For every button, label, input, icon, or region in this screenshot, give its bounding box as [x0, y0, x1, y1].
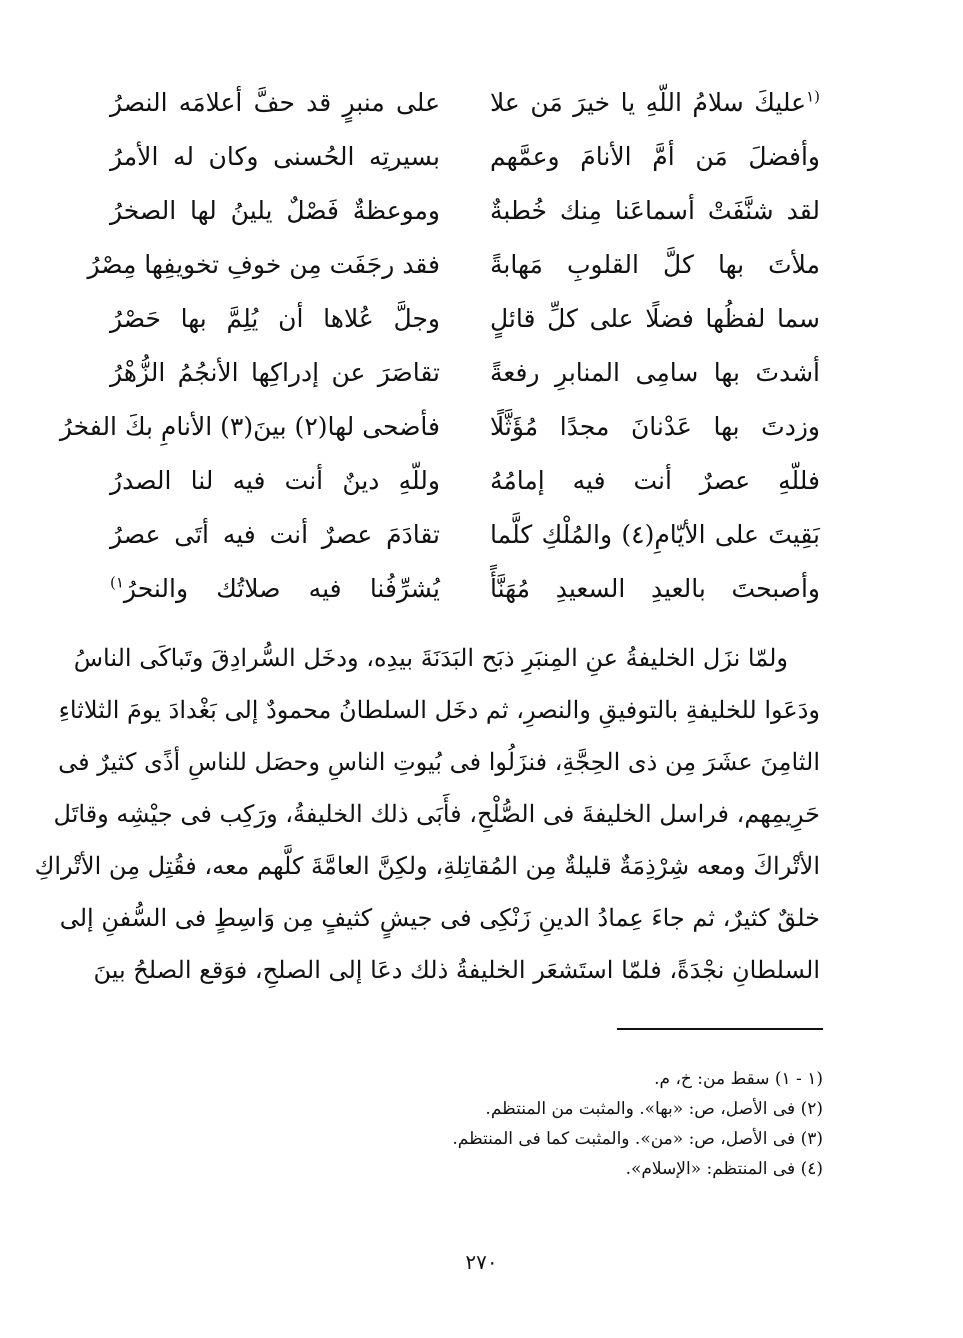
footnotes: [123, 1064, 823, 1184]
prose-line: السلطانِ نجْدَةً، فلمّا استَشعَر الخليفةُ ذلك دعَا إلى الصلحِ، فوَقع الصلحُ بينَ: [93, 956, 820, 984]
verse-first-hemistich: فللّهِ عصرٌ أنت فيه إمامُهُ: [490, 466, 820, 495]
poem-verse: [100, 510, 820, 560]
prose-line: الثامِنَ عشَرَ مِن ذى الحِجَّةِ، فنزَلُوا فى بُيوتِ الناسِ وحصَل للناسِ أذًى كثيرٌ فى: [58, 748, 820, 776]
verse-second-hemistich: وموعظةٌ فَصْلٌ يلينُ لها الصخرُ: [110, 196, 440, 225]
verse-first-hemistich: سما لفظُها فضلًا على كلِّ قائلٍ: [490, 304, 820, 333]
verse-first-hemistich: بَقِيتَ على الأيّامِ(٤) والمُلْكِ كلَّما: [490, 520, 820, 549]
poem-verse: [100, 132, 820, 182]
page-number: ٢٧٠: [465, 1250, 498, 1274]
footnote: (٣) فى الأصل، ص: «من». والمثبت كما فى المنتظم.: [452, 1129, 823, 1149]
verse-second-hemistich: يُشرِّفُنا فيه صلاتُك والنحرُ$^{١)}$: [110, 573, 440, 603]
prose-line: خلقٌ كثيرٌ، ثم جاءَ عِمادُ الدينِ زَنْكِى فى جيشٍ كثيفٍ مِن وَاسِطٍ فى السُّفنِ إلى: [59, 904, 820, 932]
footnote: (٢) فى الأصل، ص: «بها». والمثبت من المنتظم.: [485, 1099, 823, 1119]
poem-verse: [100, 456, 820, 506]
verse-first-hemistich: وأصبحتَ بالعيدِ السعيدِ مُهَنَّأً: [490, 574, 820, 603]
verse-second-hemistich: وللّهِ دينٌ أنت فيه لنا الصدرُ: [110, 466, 440, 495]
verse-second-hemistich: وجلَّ عُلاها أن يُلِمَّ بها حَصْرُ: [110, 304, 440, 333]
footnote-marker: ١): [110, 573, 124, 592]
verse-first-hemistich: وأفضلَ مَن أمَّ الأنامَ وعمَّهم: [490, 142, 820, 171]
verse-first-hemistich: أشدتَ بها سامِى المنابرِ رفعةً: [490, 358, 820, 387]
verse-first-hemistich: $^{(١}$عليكَ سلامُ اللّهِ يا خيرَ مَن علا: [490, 87, 820, 117]
verse-first-hemistich: لقد شنَّفَتْ أسماعَنا مِنك خُطبةٌ: [490, 196, 820, 225]
poem-verse: [100, 78, 820, 128]
verse-second-hemistich: تقاصَرَ عن إدراكِها الأنجُمُ الزُّهْرُ: [110, 358, 440, 387]
poem-verse: [100, 294, 820, 344]
verse-second-hemistich: فقد رجَفَت مِن خوفِ تخويفِها مِصْرُ: [87, 250, 440, 279]
footnote: (١ - ١) سقط من: خ، م.: [654, 1069, 823, 1089]
poem-block: [59, 78, 820, 618]
footnote-marker: (١: [806, 87, 820, 106]
poem-verse: [100, 564, 820, 614]
verse-second-hemistich: بسيرتِه الحُسنى وكان له الأمرُ: [110, 142, 440, 171]
prose-line: ولمّا نزَل الخليفةُ عنِ المِنبَرِ ذبَح البَدَنَةَ بيدِه، ودخَل السُّرادِقَ وتَباكَى الناسُ: [73, 644, 788, 672]
footnote-separator: [617, 1028, 823, 1030]
verse-second-hemistich: تقادَمَ عصرٌ أنت فيه أتَى عصرُ: [110, 520, 440, 549]
footnote: (٤) فى المنتظم: «الإسلام».: [625, 1159, 823, 1179]
prose-line: الأتْراكَ ومعه شِرْذِمَةٌ قليلةٌ مِن المُقاتِلةِ، ولكِنَّ العامَّةَ كلَّهم معه، فقُتِل مِن الأتْراكِ: [34, 852, 820, 880]
poem-verse: [100, 348, 820, 398]
poem-verse: [100, 186, 820, 236]
verse-second-hemistich: على منبرٍ قد حفَّ أعلامَه النصرُ: [110, 88, 440, 117]
prose-line: ودَعَوا للخليفةِ بالتوفيقِ والنصرِ، ثم دخَل السلطانُ محمودٌ إلى بَغْدادَ يومَ الثلاثاءِ: [58, 696, 820, 724]
prose-paragraph: [34, 632, 820, 996]
poem-verse: [59, 402, 820, 452]
prose-line: حَرِيمِهم، فراسل الخليفةَ فى الصُّلْحِ، فأَبَى ذلك الخليفةُ، ورَكِب فى جيْشِه وقاتَل: [53, 800, 820, 828]
verse-first-hemistich: ملأتَ بها كلَّ القلوبِ مَهابةً: [490, 250, 820, 279]
verse-first-hemistich: وزدتَ بها عَدْنانَ مجدًا مُؤَثَّلًا: [490, 412, 820, 441]
poem-verse: [87, 240, 820, 290]
verse-second-hemistich: فأضحى لها(٢) بينَ(٣) الأنامِ بكَ الفخرُ: [59, 412, 440, 441]
